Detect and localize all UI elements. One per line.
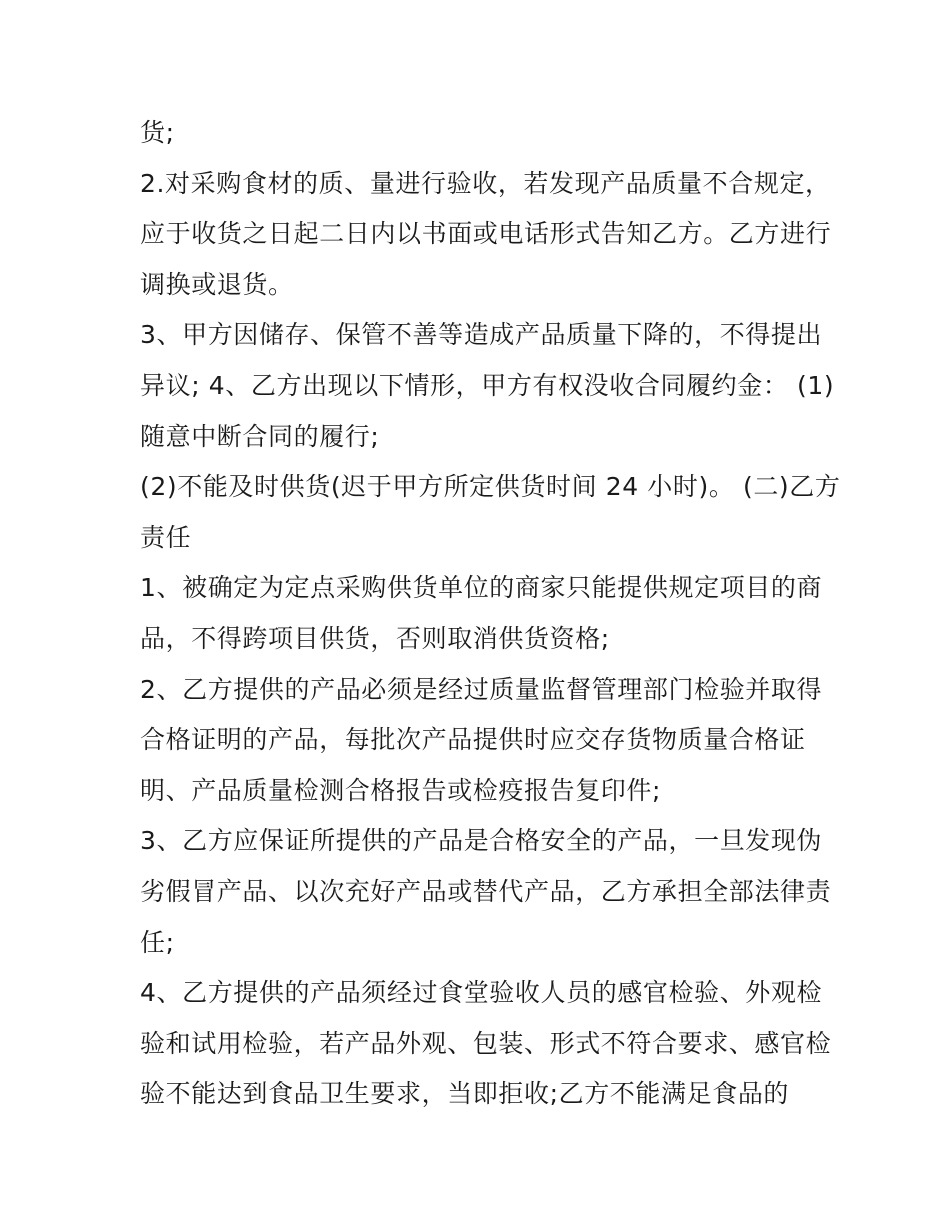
text-line: 2、乙方提供的产品必须是经过质量监督管理部门检验并取得 [140,674,823,704]
text-line: 1、被确定为定点采购供货单位的商家只能提供规定项目的商 [140,573,823,603]
text-line: 异议; 4、乙方出现以下情形，甲方有权没收合同履约金： (1) [140,370,835,400]
text-line: 明、产品质量检测合格报告或检疫报告复印件; [140,775,662,805]
text-line: 调换或退货。 [140,269,294,299]
text-line: 任; [140,927,175,957]
text-line: 验不能达到食品卫生要求，当即拒收;乙方不能满足食品的 [140,1079,790,1109]
text-line: 货; [140,118,175,147]
text-line: 4、乙方提供的产品须经过食堂验收人员的感官检验、外观检 [140,978,823,1008]
text-line: 品，不得跨项目供货，否则取消供货资格; [140,623,610,653]
text-line: 随意中断合同的履行; [140,421,380,451]
text-line: 3、乙方应保证所提供的产品是合格安全的产品，一旦发现伪 [140,826,823,856]
text-line: 3、甲方因储存、保管不善等造成产品质量下降的，不得提出 [140,320,823,350]
text-line: 应于收货之日起二日内以书面或电话形式告知乙方。乙方进行 [140,219,832,249]
text-line: 2.对采购食材的质、量进行验收，若发现产品质量不合规定， [140,168,831,198]
text-line: (2)不能及时供货(迟于甲方所定供货时间 24 小时)。 (二)乙方 [140,472,841,502]
text-line: 合格证明的产品，每批次产品提供时应交存货物质量合格证 [140,725,806,755]
text-line: 劣假冒产品、以次充好产品或替代产品，乙方承担全部法律责 [140,876,832,906]
contract-text-body [140,108,841,1120]
text-line: 验和试用检验，若产品外观、包装、形式不符合要求、感官检 [140,1028,832,1058]
text-line: 责任 [140,522,192,552]
